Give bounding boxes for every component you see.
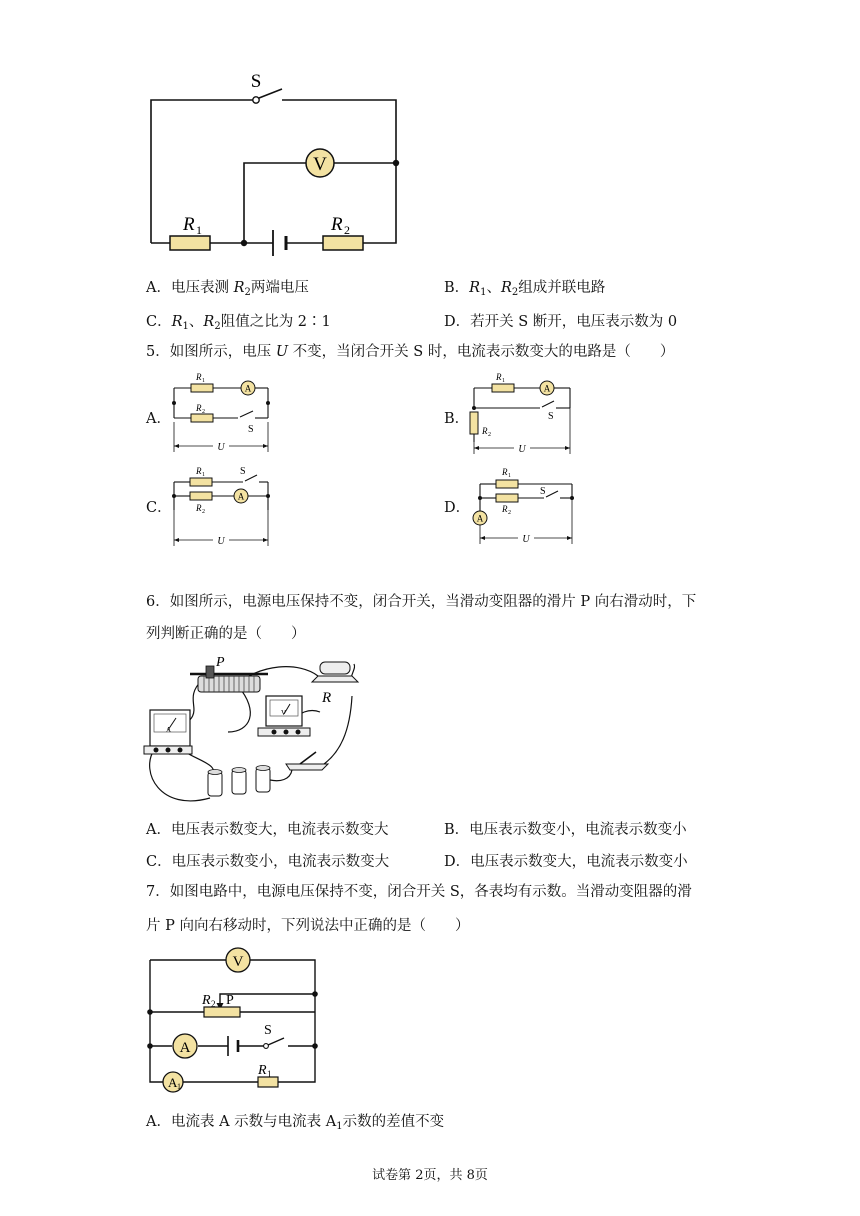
svg-text:2: 2 [508, 510, 511, 516]
q5-stem [146, 342, 674, 362]
q6-apparatus-diagram [140, 652, 380, 810]
r1-sub: 1 [196, 223, 202, 237]
q4-option-a[interactable] [146, 276, 309, 297]
option-subscript: 1 [336, 1121, 343, 1132]
q4-option-d[interactable] [444, 310, 677, 331]
option-text: 两端电压 [250, 280, 309, 296]
svg-text:P: P [226, 993, 234, 1008]
option-symbol: R [469, 280, 481, 296]
q6-option-a[interactable]: A．电压表示数变大，电流表示数变大 [146, 822, 389, 838]
r1-resistor [170, 236, 210, 250]
q7-option-a[interactable] [146, 1110, 444, 1131]
svg-text:U: U [522, 534, 530, 545]
q6-option-d[interactable]: D．电压表示数变大，电流表示数变小 [444, 854, 688, 870]
svg-text:S: S [548, 411, 554, 422]
option-letter: D． [444, 314, 471, 330]
svg-text:1: 1 [508, 473, 511, 479]
svg-text:2: 2 [202, 409, 205, 415]
svg-text:R: R [196, 503, 202, 513]
q5-option-d-diagram[interactable] [466, 460, 578, 548]
option-symbol: R [203, 314, 215, 330]
svg-text:R: R [502, 504, 508, 514]
option-subscript: 2 [511, 287, 519, 298]
r2-resistor [323, 236, 363, 250]
svg-text:U: U [518, 444, 526, 455]
r2-label: R [331, 214, 343, 235]
option-symbol: R [500, 280, 512, 296]
q6-option-c[interactable]: C．电压表示数变小，电流表示数变大 [146, 854, 390, 870]
page-footer: 试卷第 2页，共 8页 [372, 1168, 488, 1183]
option-text: 示数的差值不变 [342, 1114, 445, 1130]
svg-text:A: A [168, 1075, 178, 1090]
q4-option-b[interactable] [444, 276, 605, 297]
stem-symbol: U [275, 344, 289, 360]
junction-dot [393, 160, 399, 166]
svg-text:1: 1 [502, 378, 505, 384]
svg-text:2: 2 [488, 432, 491, 438]
switch-icon [286, 764, 328, 770]
svg-text:S: S [248, 424, 254, 435]
option-subscript: 2 [214, 321, 221, 332]
svg-text:R: R [322, 690, 332, 706]
svg-text:V: V [232, 954, 244, 970]
svg-text:2: 2 [211, 999, 216, 1009]
q5-option-d-letter[interactable]: D． [444, 500, 471, 516]
svg-text:R: R [196, 372, 202, 382]
option-symbol: R [233, 280, 245, 296]
svg-text:R: R [196, 403, 202, 413]
option-subscript: 1 [182, 321, 189, 332]
q4-circuit-diagram [140, 62, 420, 262]
svg-text:R: R [496, 372, 502, 382]
stem-text: 5．如图所示，电压 [146, 344, 276, 360]
option-text: 、 [188, 314, 204, 330]
option-text: 若开关 S 断开，电压表示数为 0 [470, 314, 678, 330]
svg-text:A: A [543, 383, 551, 394]
svg-text:S: S [540, 486, 546, 497]
svg-text:P: P [216, 655, 225, 670]
q5-option-c-letter[interactable]: C． [146, 500, 172, 516]
svg-text:1: 1 [267, 1069, 272, 1079]
svg-text:1: 1 [202, 472, 205, 478]
slider-icon [206, 666, 214, 678]
resistor-icon [320, 662, 350, 674]
svg-text:R: R [196, 466, 202, 476]
svg-text:1: 1 [202, 378, 205, 384]
option-letter: B． [444, 280, 470, 296]
q5-option-a-letter[interactable]: A． [146, 411, 171, 427]
option-letter: A． [146, 280, 171, 296]
svg-text:S: S [240, 466, 246, 477]
q6-stem-line2: 列判断正确的是（ ） [146, 626, 306, 642]
q7-stem-line1: 7．如图电路中，电源电压保持不变，闭合开关 S，各表均有示数。当滑动变阻器的滑 [146, 884, 692, 900]
svg-text:2: 2 [202, 509, 205, 515]
option-subscript: 2 [244, 287, 251, 298]
option-letter: C． [146, 314, 172, 330]
q5-option-b-letter[interactable]: B． [444, 411, 470, 427]
q6-option-b[interactable]: B．电压表示数变小，电流表示数变小 [444, 822, 687, 838]
q7-stem-line2: 片 P 向向右移动时，下列说法中正确的是（ ） [146, 918, 470, 934]
q5-option-b-diagram[interactable] [466, 368, 578, 456]
svg-text:A: A [476, 513, 484, 524]
r2-sub: 2 [344, 223, 350, 237]
svg-text:A: A [237, 491, 245, 502]
switch-label: S [250, 71, 262, 92]
svg-text:A: A [244, 383, 252, 394]
option-text: 阻值之比为 2∶1 [220, 314, 331, 330]
svg-text:U: U [217, 536, 225, 546]
svg-text:R: R [502, 467, 508, 477]
option-text: 组成并联电路 [518, 280, 606, 296]
svg-text:A: A [166, 726, 172, 734]
svg-text:1: 1 [177, 1082, 181, 1091]
battery-icons [208, 766, 270, 797]
svg-text:U: U [217, 442, 225, 453]
svg-text:R: R [258, 1063, 267, 1078]
svg-text:A: A [179, 1040, 191, 1056]
q4-option-c[interactable] [146, 310, 331, 331]
svg-text:R: R [482, 426, 488, 436]
option-text: 、 [486, 280, 501, 296]
q7-circuit-diagram [140, 944, 330, 1094]
svg-text:R: R [202, 993, 211, 1008]
svg-text:V: V [281, 709, 287, 717]
r2-rheostat [204, 1007, 240, 1017]
q5-option-c-diagram[interactable] [168, 458, 280, 546]
option-subscript: 1 [480, 287, 487, 298]
voltmeter-label: V [313, 154, 327, 175]
stem-text: 不变，当闭合开关 S 时，电流表示数变大的电路是（ ） [288, 344, 675, 360]
option-text: 电压表测 [170, 280, 234, 296]
r1-label: R [183, 214, 195, 235]
q5-option-a-diagram[interactable] [168, 368, 280, 456]
svg-text:S: S [264, 1023, 272, 1038]
q6-stem-line1: 6．如图所示，电源电压保持不变，闭合开关，当滑动变阻器的滑片 P 向右滑动时，下 [146, 594, 697, 610]
junction-dot [241, 240, 247, 246]
option-text: A．电流表 A 示数与电流表 A [146, 1114, 337, 1130]
option-symbol: R [171, 314, 183, 330]
